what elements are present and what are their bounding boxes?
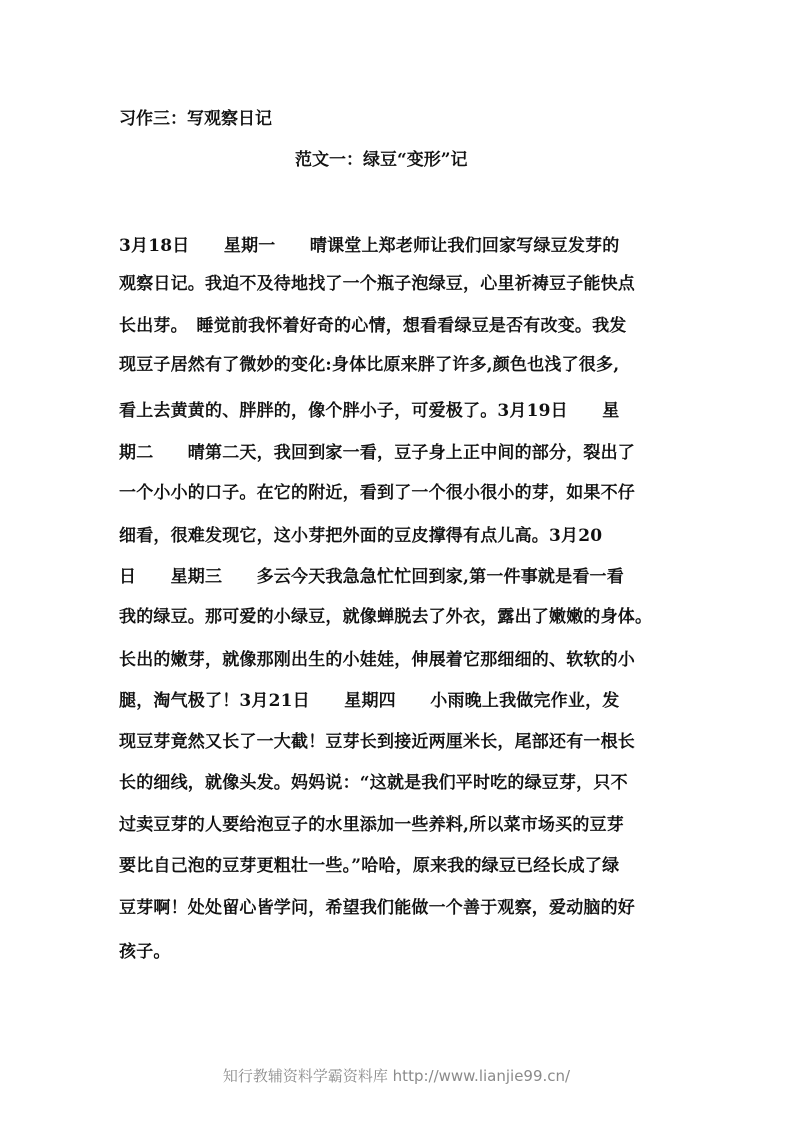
body-line: 细看，很难发现它，这小芽把外面的豆皮撑得有点儿高。3月20 — [119, 526, 603, 546]
essay-title: 范文一：绿豆“变形”记 — [295, 150, 468, 170]
body-line: 我的绿豆。那可爱的小绿豆，就像蝉脱去了外衣，露出了嫩嫩的身体。 — [119, 607, 653, 627]
body-line: 3月18日 星期一 晴课堂上郑老师让我们回家写绿豆发芽的 — [119, 236, 620, 256]
document-heading: 习作三：写观察日记 — [119, 109, 272, 129]
body-line: 期二 晴第二天，我回到家一看，豆子身上正中间的部分，裂出了 — [119, 443, 635, 463]
body-line: 看上去黄黄的、胖胖的，像个胖小子，可爱极了。3月19日 星 — [119, 401, 620, 421]
body-line: 长出的嫩芽，就像那刚出生的小娃娃，伸展着它那细细的、软软的小 — [119, 650, 635, 670]
body-line: 孩子。 — [119, 942, 171, 962]
body-line: 观察日记。我迫不及待地找了一个瓶子泡绿豆，心里祈祷豆子能快点 — [119, 274, 635, 294]
body-line: 一个小小的口子。在它的附近，看到了一个很小很小的芽，如果不仔 — [119, 483, 635, 503]
body-line: 长出芽。 睡觉前我怀着好奇的心情，想看看绿豆是否有改变。我发 — [119, 316, 627, 336]
body-line: 豆芽啊！处处留心皆学问，希望我们能做一个善于观察，爱动脑的好 — [119, 898, 635, 918]
body-line: 过卖豆芽的人要给泡豆子的水里添加一些养料,所以菜市场买的豆芽 — [119, 815, 624, 835]
body-line: 腿，淘气极了！3月21日 星期四 小雨晚上我做完作业，发 — [119, 691, 620, 711]
footer-watermark: 知行教辅资料学霸资料库 http://www.lianjie99.cn/ — [222, 1067, 571, 1085]
body-line: 长的细线，就像头发。妈妈说：“这就是我们平时吃的绿豆芽，只不 — [119, 773, 628, 793]
body-line: 要比自己泡的豆芽更粗壮一些。”哈哈，原来我的绿豆已经长成了绿 — [119, 856, 620, 876]
body-line: 现豆芽竟然又长了一大截！豆芽长到接近两厘米长，尾部还有一根长 — [119, 732, 635, 752]
body-line: 现豆子居然有了微妙的变化:身体比原来胖了许多,颜色也浅了很多, — [119, 355, 620, 375]
body-line: 日 星期三 多云今天我急急忙忙回到家,第一件事就是看一看 — [119, 567, 624, 587]
